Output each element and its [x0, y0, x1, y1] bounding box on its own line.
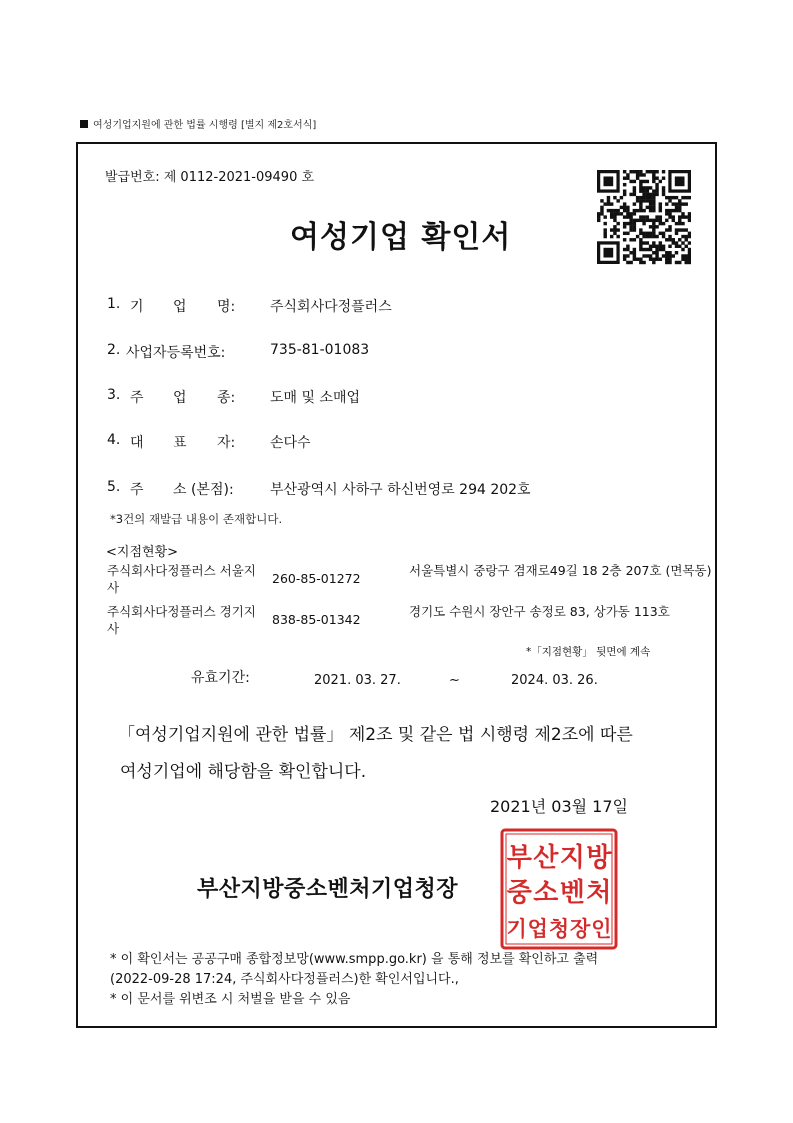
field-label-char: 대	[130, 435, 144, 451]
field-label-char: 자:	[217, 435, 236, 451]
svg-text:업: 업	[527, 917, 548, 941]
confirmation-statement-line2: 여성기업에 해당함을 확인합니다.	[120, 762, 367, 782]
branch-reg-no: 260-85-01272	[272, 571, 361, 586]
field-business-reg	[107, 342, 120, 358]
svg-text:방: 방	[586, 843, 612, 873]
field-label-char: 표	[173, 435, 187, 451]
issue-date: 2021년 03월 17일	[490, 797, 628, 816]
form-reference-text: 여성기업지원에 관한 법률 시행령 [별지 제2호서식]	[93, 120, 317, 131]
branch-address: 경기도 수원시 장안구 송정로 83, 상가동 113호	[409, 604, 670, 619]
branch-reg-no: 838-85-01342	[272, 612, 361, 627]
field-label-char: 주	[130, 482, 144, 498]
field-label-char: 명:	[217, 299, 236, 315]
branch-heading: <지점현황>	[106, 545, 179, 560]
field-business-type	[107, 387, 120, 403]
field-address	[107, 479, 120, 495]
reissue-note: *3건의 재발급 내용이 존재합니다.	[110, 512, 283, 526]
field-company-name	[107, 296, 120, 312]
branch-address: 서울특별시 중랑구 겸재로49길 18 2층 207호 (면목동)	[409, 563, 712, 578]
field-label-char: 기	[130, 299, 144, 315]
issue-number: 발급번호: 제 0112-2021-09490 호	[105, 170, 315, 185]
field-representative	[107, 432, 120, 448]
svg-text:기: 기	[506, 917, 527, 941]
business-reg-value: 735-81-01083	[270, 342, 370, 358]
branch-continued-note: *「지점현황」 뒷면에 계속	[526, 646, 651, 658]
field-number: 4.	[107, 432, 121, 448]
official-seal-stamp	[500, 828, 618, 950]
company-name-value: 주식회사다정플러스	[270, 299, 392, 315]
issuing-authority: 부산지방중소벤처기업청장	[197, 877, 459, 902]
svg-text:부: 부	[506, 843, 532, 873]
svg-text:중: 중	[506, 878, 532, 908]
footer-note: (2022-09-28 17:24, 주식회사다정플러스)한 확인서입니다.,	[110, 972, 459, 987]
branch-name: 주식회사다정플러스 서울지사	[107, 563, 256, 595]
validity-end-date: 2024. 03. 26.	[511, 673, 598, 688]
validity-start-date: 2021. 03. 27.	[314, 673, 401, 688]
field-label-char: 종:	[217, 390, 236, 406]
address-value: 부산광역시 사하구 하신번영로 294 202호	[270, 482, 531, 498]
validity-label: 유효기간:	[191, 670, 250, 686]
svg-text:소: 소	[533, 878, 559, 908]
svg-text:지: 지	[559, 843, 585, 873]
field-label-char: 업	[173, 299, 187, 315]
svg-text:처: 처	[586, 878, 612, 908]
business-type-value: 도매 및 소매업	[270, 390, 361, 406]
svg-text:인: 인	[591, 917, 612, 941]
field-number: 2.	[107, 342, 121, 358]
square-bullet-icon	[80, 120, 88, 128]
field-number: 1.	[107, 296, 121, 312]
footer-note: * 이 문서를 위변조 시 처벌을 받을 수 있음	[110, 992, 351, 1007]
field-label-char: 업	[173, 390, 187, 406]
svg-text:벤: 벤	[559, 878, 585, 908]
field-label: 사업자등록번호:	[126, 345, 226, 361]
field-label-char: 주	[130, 390, 144, 406]
footer-note: * 이 확인서는 공공구매 종합정보망(www.smpp.go.kr) 을 통해 정보를 확인하고 출력	[110, 952, 599, 967]
confirmation-statement-line1: 「여성기업지원에 관한 법률」 제2조 및 같은 법 시행령 제2조에 따른	[118, 725, 633, 745]
form-reference-note	[80, 116, 316, 131]
field-label-char: 소 (본점):	[173, 482, 234, 498]
field-number: 5.	[107, 479, 121, 495]
svg-text:장: 장	[570, 917, 591, 941]
qr-code	[597, 170, 691, 266]
document-title: 여성기업 확인서	[290, 220, 512, 255]
svg-text:산: 산	[533, 843, 559, 873]
representative-value: 손다수	[270, 435, 311, 451]
validity-separator: ~	[449, 673, 460, 688]
branch-name: 주식회사다정플러스 경기지사	[107, 604, 256, 636]
svg-text:청: 청	[548, 917, 570, 941]
field-number: 3.	[107, 387, 121, 403]
